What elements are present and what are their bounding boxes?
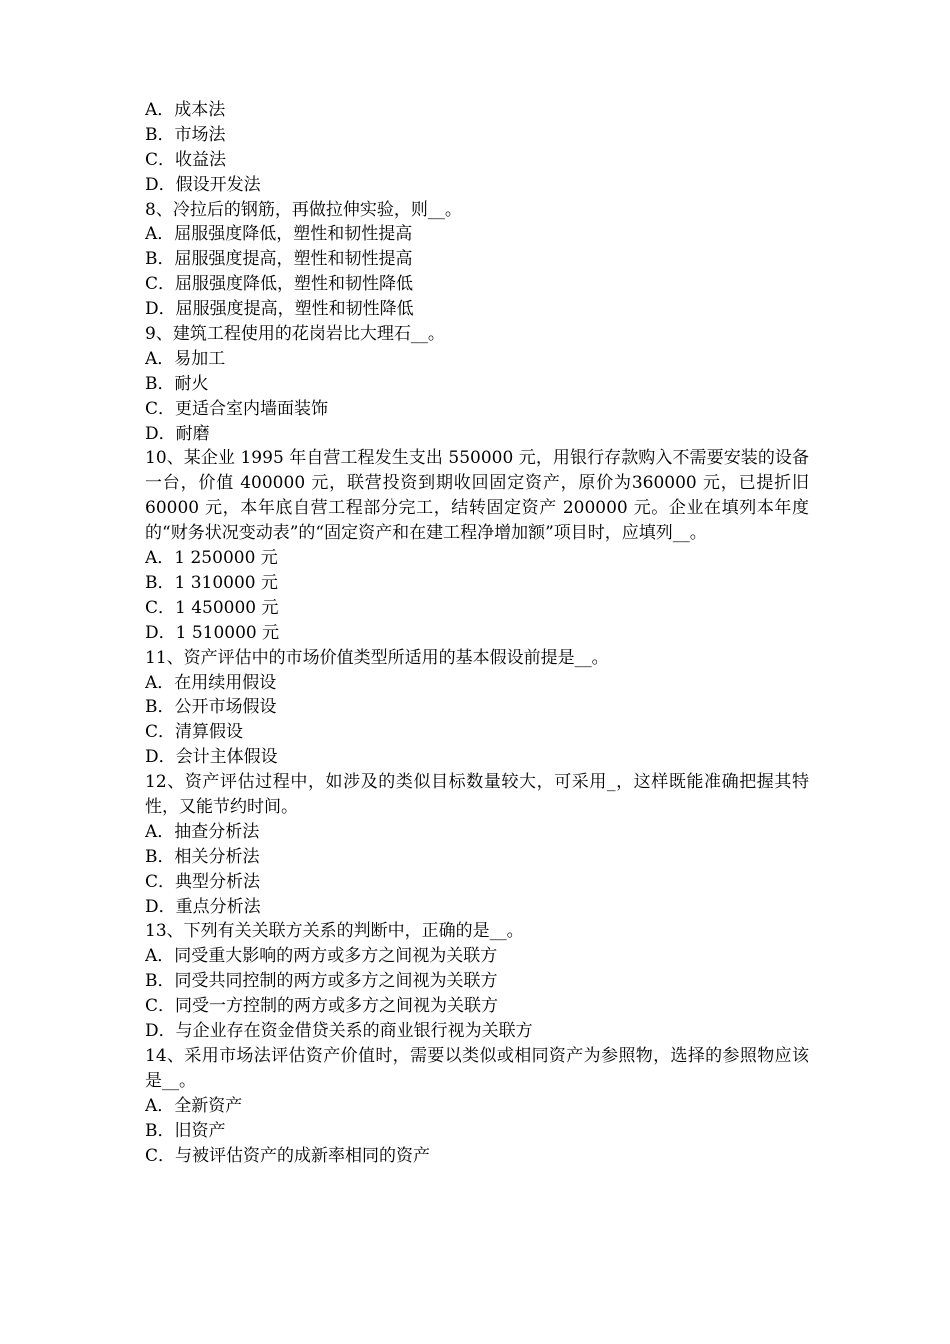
question-9-option-b: B．耐火	[145, 373, 209, 394]
option-d-prev: D．假设开发法	[145, 174, 261, 195]
question-14-option-b: B．旧资产	[145, 1120, 226, 1141]
question-14-option-a: A．全新资产	[145, 1095, 243, 1116]
question-12-option-c: C．典型分析法	[145, 871, 261, 892]
question-12-option-d: D．重点分析法	[145, 896, 261, 917]
question-11-option-a: A．在用续用假设	[145, 672, 277, 693]
question-9-option-c: C．更适合室内墙面装饰	[145, 398, 329, 419]
question-11-option-b: B．公开市场假设	[145, 697, 277, 718]
option-a-prev: A．成本法	[145, 100, 226, 120]
question-11: 11、资产评估中的市场价值类型所适用的基本假设前提是__。	[145, 647, 609, 668]
question-13: 13、下列有关关联方关系的判断中，正确的是__。	[145, 921, 524, 942]
question-12: 12、资产评估过程中，如涉及的类似目标数量较大，可采用_，这样既能准确把握其特性，又能节约时间。	[145, 772, 809, 818]
document-page	[145, 98, 809, 1168]
question-11-option-c: C．清算假设	[145, 722, 244, 743]
option-b-prev: B．市场法	[145, 124, 226, 145]
question-10-option-d: D．1 510000 元	[145, 622, 280, 643]
question-14: 14、采用市场法评估资产价值时，需要以类似或相同资产为参照物，选择的参照物应该是__。	[145, 1045, 809, 1091]
question-14-option-c: C．与被评估资产的成新率相同的资产	[145, 1145, 431, 1166]
question-8-option-a: A．屈服强度降低，塑性和韧性提高	[145, 224, 413, 245]
question-11-option-d: D．会计主体假设	[145, 747, 278, 768]
question-8: 8、冷拉后的钢筋，再做拉伸实验，则__。	[145, 199, 462, 220]
question-9-option-a: A．易加工	[145, 348, 226, 369]
question-13-option-a: A．同受重大影响的两方或多方之间视为关联方	[145, 946, 498, 967]
question-8-option-c: C．屈服强度降低，塑性和韧性降低	[145, 274, 414, 295]
question-10: 10、某企业 1995 年自营工程发生支出 550000 元，用银行存款购入不需要安装的设备一台，价值 400000 元，联营投资到期收回固定资产，原价为360000 元，已提折旧 60000 元，本年底自营工程部分完工，结转固定资产 200000 元。企业在填列本年度的“财务状况变动表”的“固定资产和在建工程净增加额”项目时，应填列__。	[145, 448, 809, 544]
option-c-prev: C．收益法	[145, 149, 227, 170]
question-9-option-d: D．耐磨	[145, 423, 210, 444]
question-13-option-b: B．同受共同控制的两方或多方之间视为关联方	[145, 971, 498, 992]
question-13-option-c: C．同受一方控制的两方或多方之间视为关联方	[145, 996, 499, 1017]
question-12-option-b: B．相关分析法	[145, 846, 260, 867]
question-10-option-a: A．1 250000 元	[145, 548, 278, 569]
question-8-option-b: B．屈服强度提高，塑性和韧性提高	[145, 249, 413, 270]
question-8-option-d: D．屈服强度提高，塑性和韧性降低	[145, 299, 414, 320]
question-10-option-c: C．1 450000 元	[145, 597, 279, 618]
question-12-option-a: A．抽查分析法	[145, 821, 260, 842]
question-9: 9、建筑工程使用的花岗岩比大理石__。	[145, 324, 445, 345]
question-13-option-d: D．与企业存在资金借贷关系的商业银行视为关联方	[145, 1021, 533, 1042]
question-10-option-b: B．1 310000 元	[145, 572, 279, 593]
